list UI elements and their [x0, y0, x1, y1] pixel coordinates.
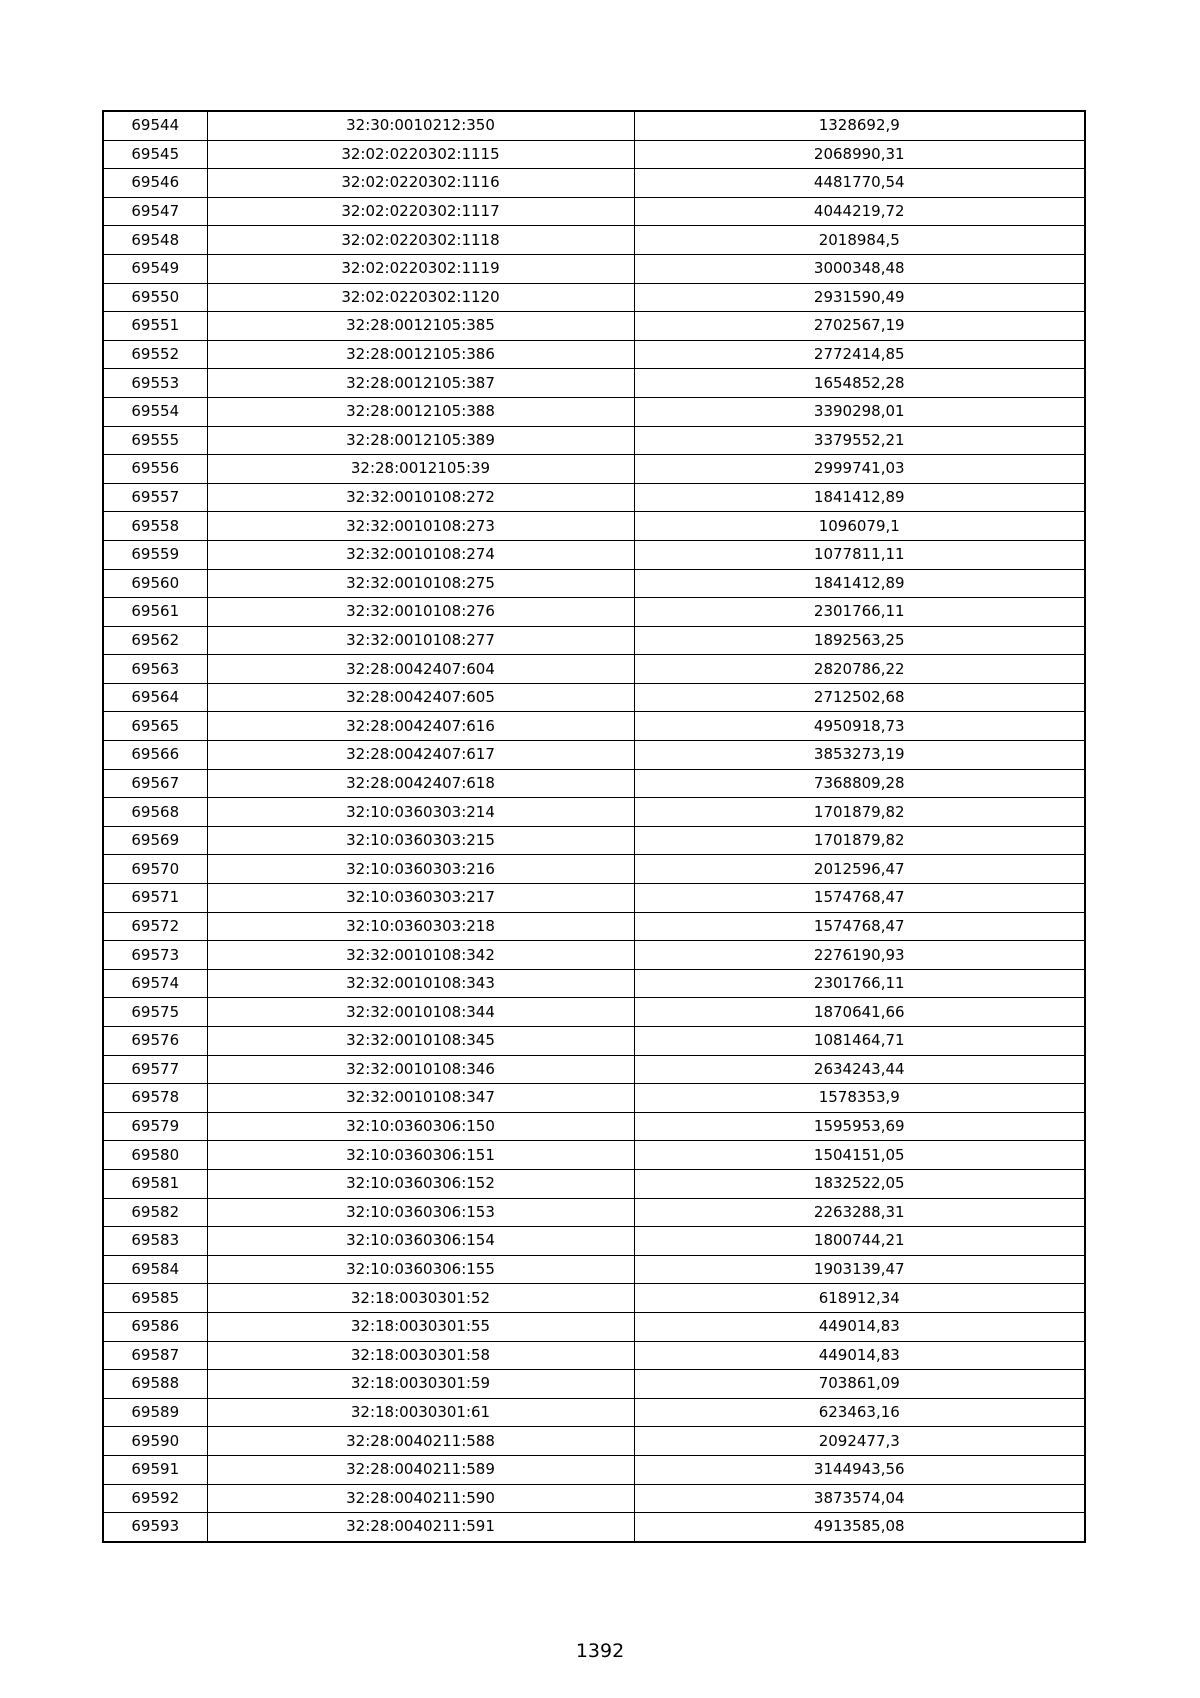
- table-row: [103, 798, 1085, 827]
- value-cell: 1081464,71: [634, 1027, 1085, 1056]
- value-cell: 3873574,04: [634, 1484, 1085, 1513]
- row-number-cell: 69564: [103, 683, 207, 712]
- value-cell: 2712502,68: [634, 683, 1085, 712]
- row-number-cell: 69557: [103, 483, 207, 512]
- row-number-cell: 69592: [103, 1484, 207, 1513]
- table-row: [103, 626, 1085, 655]
- value-cell: 4913585,08: [634, 1513, 1085, 1542]
- value-cell: 2068990,31: [634, 140, 1085, 169]
- cadastral-number-cell: 32:32:0010108:272: [207, 483, 634, 512]
- table-row: [103, 483, 1085, 512]
- value-cell: 4481770,54: [634, 169, 1085, 198]
- value-cell: 1578353,9: [634, 1084, 1085, 1113]
- cadastral-number-cell: 32:28:0042407:618: [207, 769, 634, 798]
- table-row: [103, 226, 1085, 255]
- row-number-cell: 69544: [103, 111, 207, 140]
- value-cell: 2702567,19: [634, 312, 1085, 341]
- value-cell: 1903139,47: [634, 1255, 1085, 1284]
- row-number-cell: 69575: [103, 998, 207, 1027]
- cadastral-number-cell: 32:32:0010108:277: [207, 626, 634, 655]
- value-cell: 1654852,28: [634, 369, 1085, 398]
- row-number-cell: 69581: [103, 1169, 207, 1198]
- value-cell: 3390298,01: [634, 397, 1085, 426]
- table-row: [103, 111, 1085, 140]
- cadastral-number-cell: 32:28:0012105:386: [207, 340, 634, 369]
- row-number-cell: 69555: [103, 426, 207, 455]
- row-number-cell: 69584: [103, 1255, 207, 1284]
- cadastral-number-cell: 32:28:0042407:604: [207, 655, 634, 684]
- cadastral-number-cell: 32:28:0012105:385: [207, 312, 634, 341]
- row-number-cell: 69550: [103, 283, 207, 312]
- row-number-cell: 69570: [103, 855, 207, 884]
- value-cell: 449014,83: [634, 1312, 1085, 1341]
- value-cell: 7368809,28: [634, 769, 1085, 798]
- table-row: [103, 369, 1085, 398]
- row-number-cell: 69551: [103, 312, 207, 341]
- value-cell: 2301766,11: [634, 598, 1085, 627]
- table-row: [103, 1055, 1085, 1084]
- cadastral-number-cell: 32:02:0220302:1120: [207, 283, 634, 312]
- table-row: [103, 1341, 1085, 1370]
- value-cell: 618912,34: [634, 1284, 1085, 1313]
- row-number-cell: 69578: [103, 1084, 207, 1113]
- cadastral-number-cell: 32:28:0042407:617: [207, 741, 634, 770]
- cadastral-number-cell: 32:32:0010108:347: [207, 1084, 634, 1113]
- table-row: [103, 197, 1085, 226]
- cadastral-number-cell: 32:28:0012105:387: [207, 369, 634, 398]
- table-row: [103, 826, 1085, 855]
- table-row: [103, 998, 1085, 1027]
- row-number-cell: 69590: [103, 1427, 207, 1456]
- value-cell: 1096079,1: [634, 512, 1085, 541]
- row-number-cell: 69580: [103, 1141, 207, 1170]
- row-number-cell: 69576: [103, 1027, 207, 1056]
- cadastral-number-cell: 32:32:0010108:345: [207, 1027, 634, 1056]
- cadastral-number-cell: 32:30:0010212:350: [207, 111, 634, 140]
- row-number-cell: 69587: [103, 1341, 207, 1370]
- table-row: [103, 855, 1085, 884]
- table-row: [103, 1513, 1085, 1542]
- value-cell: 1504151,05: [634, 1141, 1085, 1170]
- table-row: [103, 426, 1085, 455]
- row-number-cell: 69585: [103, 1284, 207, 1313]
- table-row: [103, 1427, 1085, 1456]
- cadastral-number-cell: 32:28:0040211:590: [207, 1484, 634, 1513]
- value-cell: 3144943,56: [634, 1455, 1085, 1484]
- row-number-cell: 69573: [103, 941, 207, 970]
- table-row: [103, 169, 1085, 198]
- value-cell: 3379552,21: [634, 426, 1085, 455]
- cadastral-number-cell: 32:10:0360303:216: [207, 855, 634, 884]
- table-row: [103, 712, 1085, 741]
- cadastral-number-cell: 32:18:0030301:55: [207, 1312, 634, 1341]
- cadastral-number-cell: 32:32:0010108:344: [207, 998, 634, 1027]
- table-row: [103, 769, 1085, 798]
- row-number-cell: 69572: [103, 912, 207, 941]
- value-cell: 2018984,5: [634, 226, 1085, 255]
- cadastral-number-cell: 32:28:0012105:389: [207, 426, 634, 455]
- cadastral-number-cell: 32:18:0030301:61: [207, 1398, 634, 1427]
- table-row: [103, 1169, 1085, 1198]
- row-number-cell: 69577: [103, 1055, 207, 1084]
- value-cell: 2092477,3: [634, 1427, 1085, 1456]
- table-row: [103, 1084, 1085, 1113]
- cadastral-number-cell: 32:10:0360306:153: [207, 1198, 634, 1227]
- cadastral-number-cell: 32:32:0010108:342: [207, 941, 634, 970]
- cadastral-number-cell: 32:28:0042407:605: [207, 683, 634, 712]
- table-row: [103, 1312, 1085, 1341]
- cadastral-number-cell: 32:10:0360306:151: [207, 1141, 634, 1170]
- cadastral-number-cell: 32:32:0010108:343: [207, 969, 634, 998]
- value-cell: 4950918,73: [634, 712, 1085, 741]
- cadastral-number-cell: 32:28:0040211:589: [207, 1455, 634, 1484]
- cadastral-number-cell: 32:10:0360303:217: [207, 884, 634, 913]
- value-cell: 1701879,82: [634, 798, 1085, 827]
- row-number-cell: 69554: [103, 397, 207, 426]
- value-cell: 1574768,47: [634, 912, 1085, 941]
- value-cell: 3853273,19: [634, 741, 1085, 770]
- value-cell: 4044219,72: [634, 197, 1085, 226]
- row-number-cell: 69588: [103, 1370, 207, 1399]
- table-row: [103, 1198, 1085, 1227]
- table-row: [103, 969, 1085, 998]
- row-number-cell: 69569: [103, 826, 207, 855]
- cadastral-number-cell: 32:28:0042407:616: [207, 712, 634, 741]
- cadastral-number-cell: 32:02:0220302:1116: [207, 169, 634, 198]
- table-row: [103, 1227, 1085, 1256]
- table-row: [103, 340, 1085, 369]
- table-row: [103, 598, 1085, 627]
- row-number-cell: 69583: [103, 1227, 207, 1256]
- row-number-cell: 69582: [103, 1198, 207, 1227]
- table-row: [103, 283, 1085, 312]
- table-row: [103, 455, 1085, 484]
- value-cell: 2276190,93: [634, 941, 1085, 970]
- page-number: 1392: [575, 1640, 625, 1662]
- table-row: [103, 1484, 1085, 1513]
- table-row: [103, 941, 1085, 970]
- row-number-cell: 69559: [103, 540, 207, 569]
- table-row: [103, 683, 1085, 712]
- cadastral-number-cell: 32:28:0040211:591: [207, 1513, 634, 1542]
- cadastral-number-cell: 32:18:0030301:52: [207, 1284, 634, 1313]
- table-row: [103, 912, 1085, 941]
- value-cell: 2820786,22: [634, 655, 1085, 684]
- row-number-cell: 69560: [103, 569, 207, 598]
- row-number-cell: 69563: [103, 655, 207, 684]
- value-cell: 1870641,66: [634, 998, 1085, 1027]
- value-cell: 2301766,11: [634, 969, 1085, 998]
- table-row: [103, 540, 1085, 569]
- value-cell: 1800744,21: [634, 1227, 1085, 1256]
- value-cell: 1841412,89: [634, 569, 1085, 598]
- cadastral-number-cell: 32:02:0220302:1117: [207, 197, 634, 226]
- value-cell: 703861,09: [634, 1370, 1085, 1399]
- value-cell: 1701879,82: [634, 826, 1085, 855]
- table-row: [103, 569, 1085, 598]
- row-number-cell: 69558: [103, 512, 207, 541]
- cadastral-number-cell: 32:32:0010108:274: [207, 540, 634, 569]
- row-number-cell: 69593: [103, 1513, 207, 1542]
- table-row: [103, 1141, 1085, 1170]
- value-cell: 1595953,69: [634, 1112, 1085, 1141]
- row-number-cell: 69546: [103, 169, 207, 198]
- value-cell: 2634243,44: [634, 1055, 1085, 1084]
- table-row: [103, 1370, 1085, 1399]
- row-number-cell: 69589: [103, 1398, 207, 1427]
- cadastral-number-cell: 32:10:0360306:154: [207, 1227, 634, 1256]
- value-cell: 2772414,85: [634, 340, 1085, 369]
- cadastral-number-cell: 32:28:0012105:39: [207, 455, 634, 484]
- table-row: [103, 1455, 1085, 1484]
- row-number-cell: 69545: [103, 140, 207, 169]
- cadastral-number-cell: 32:32:0010108:273: [207, 512, 634, 541]
- cadastral-number-cell: 32:10:0360306:152: [207, 1169, 634, 1198]
- cadastral-number-cell: 32:02:0220302:1115: [207, 140, 634, 169]
- table-row: [103, 655, 1085, 684]
- data-table: [102, 110, 1086, 1543]
- value-cell: 2263288,31: [634, 1198, 1085, 1227]
- table-row: [103, 397, 1085, 426]
- value-cell: 3000348,48: [634, 254, 1085, 283]
- cadastral-number-cell: 32:10:0360303:214: [207, 798, 634, 827]
- row-number-cell: 69552: [103, 340, 207, 369]
- value-cell: 449014,83: [634, 1341, 1085, 1370]
- cadastral-number-cell: 32:02:0220302:1118: [207, 226, 634, 255]
- cadastral-number-cell: 32:10:0360303:218: [207, 912, 634, 941]
- cadastral-number-cell: 32:10:0360303:215: [207, 826, 634, 855]
- row-number-cell: 69561: [103, 598, 207, 627]
- table-row: [103, 741, 1085, 770]
- table-row: [103, 1284, 1085, 1313]
- cadastral-number-cell: 32:10:0360306:155: [207, 1255, 634, 1284]
- cadastral-number-cell: 32:02:0220302:1119: [207, 254, 634, 283]
- cadastral-number-cell: 32:10:0360306:150: [207, 1112, 634, 1141]
- row-number-cell: 69549: [103, 254, 207, 283]
- row-number-cell: 69579: [103, 1112, 207, 1141]
- value-cell: 1077811,11: [634, 540, 1085, 569]
- row-number-cell: 69547: [103, 197, 207, 226]
- cadastral-number-cell: 32:18:0030301:58: [207, 1341, 634, 1370]
- row-number-cell: 69553: [103, 369, 207, 398]
- cadastral-number-cell: 32:32:0010108:275: [207, 569, 634, 598]
- table-row: [103, 512, 1085, 541]
- table-row: [103, 1112, 1085, 1141]
- row-number-cell: 69562: [103, 626, 207, 655]
- value-cell: 2931590,49: [634, 283, 1085, 312]
- row-number-cell: 69565: [103, 712, 207, 741]
- table-row: [103, 1027, 1085, 1056]
- table-row: [103, 1398, 1085, 1427]
- table-row: [103, 1255, 1085, 1284]
- value-cell: 2012596,47: [634, 855, 1085, 884]
- value-cell: 623463,16: [634, 1398, 1085, 1427]
- table-row: [103, 884, 1085, 913]
- cadastral-number-cell: 32:28:0012105:388: [207, 397, 634, 426]
- row-number-cell: 69548: [103, 226, 207, 255]
- value-cell: 1328692,9: [634, 111, 1085, 140]
- cadastral-number-cell: 32:18:0030301:59: [207, 1370, 634, 1399]
- cadastral-number-cell: 32:32:0010108:276: [207, 598, 634, 627]
- row-number-cell: 69566: [103, 741, 207, 770]
- value-cell: 1892563,25: [634, 626, 1085, 655]
- row-number-cell: 69586: [103, 1312, 207, 1341]
- row-number-cell: 69591: [103, 1455, 207, 1484]
- table-row: [103, 312, 1085, 341]
- cadastral-number-cell: 32:32:0010108:346: [207, 1055, 634, 1084]
- row-number-cell: 69574: [103, 969, 207, 998]
- value-cell: 1832522,05: [634, 1169, 1085, 1198]
- row-number-cell: 69571: [103, 884, 207, 913]
- cadastral-number-cell: 32:28:0040211:588: [207, 1427, 634, 1456]
- table-body: [103, 111, 1085, 1542]
- table-row: [103, 140, 1085, 169]
- value-cell: 2999741,03: [634, 455, 1085, 484]
- row-number-cell: 69568: [103, 798, 207, 827]
- value-cell: 1841412,89: [634, 483, 1085, 512]
- table-row: [103, 254, 1085, 283]
- value-cell: 1574768,47: [634, 884, 1085, 913]
- row-number-cell: 69567: [103, 769, 207, 798]
- row-number-cell: 69556: [103, 455, 207, 484]
